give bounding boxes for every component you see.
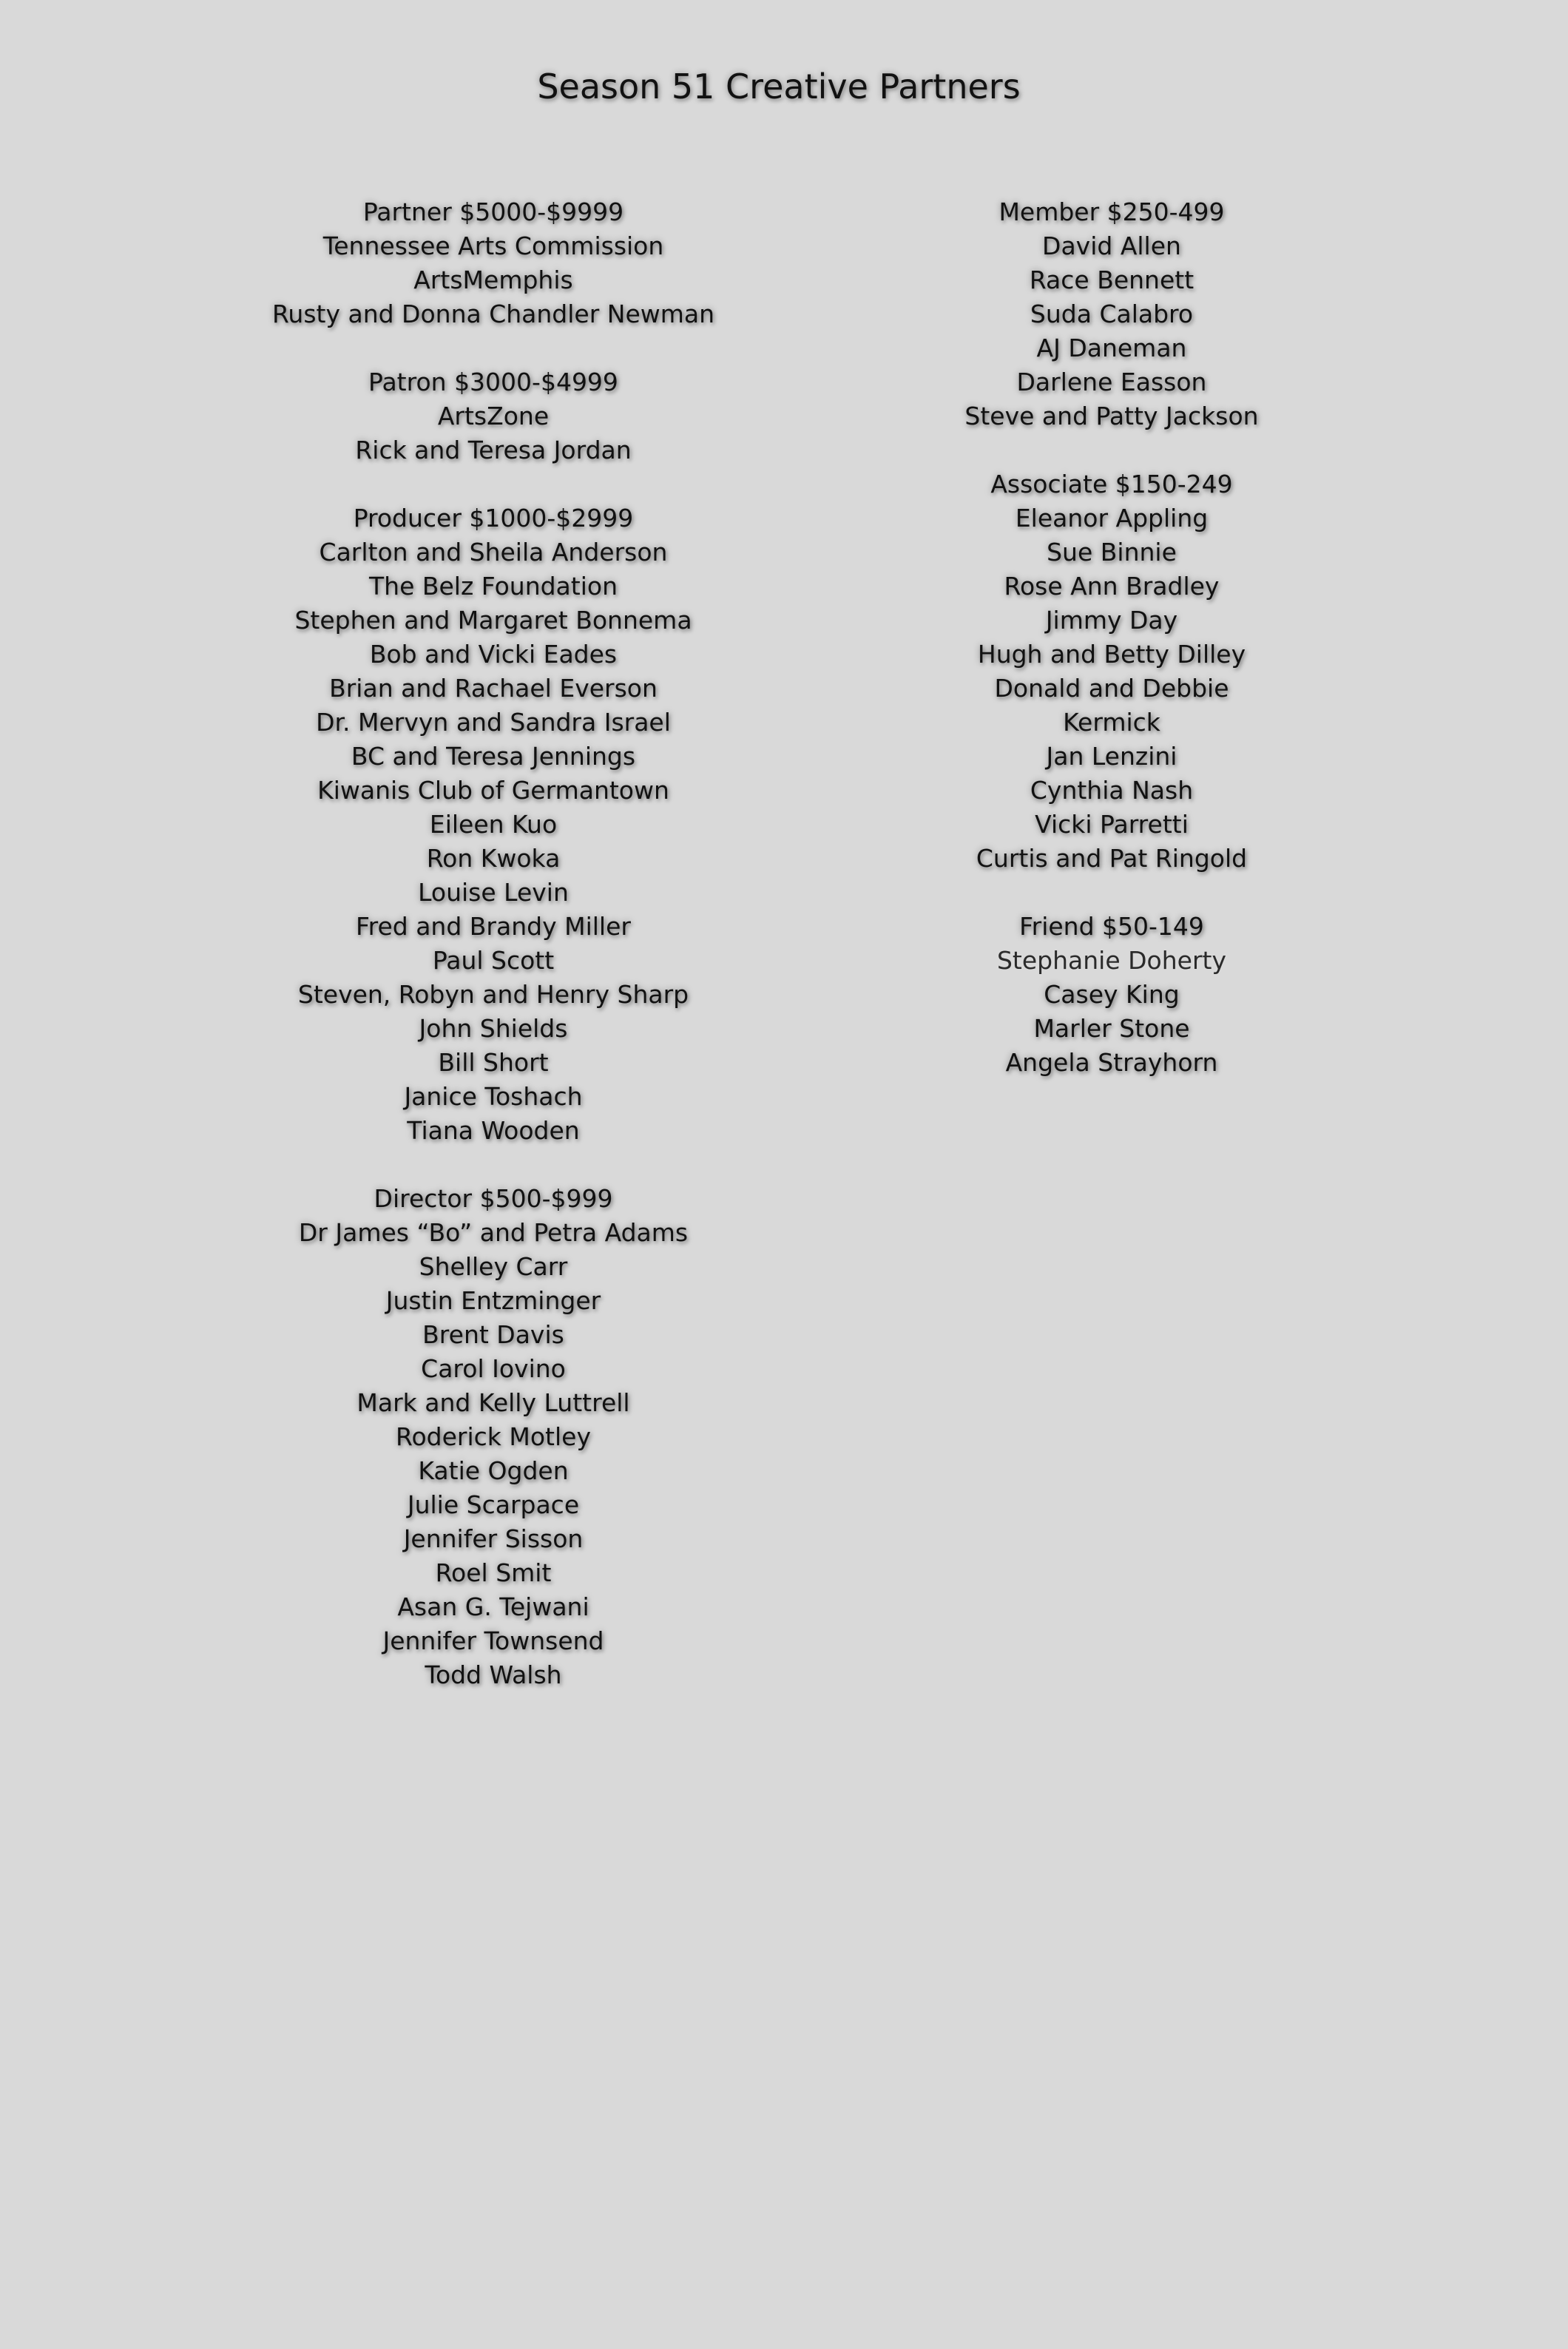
- donor-name: Janice Toshach: [404, 1082, 583, 1111]
- donor-name: Jennifer Townsend: [382, 1626, 604, 1655]
- donor-name: Eileen Kuo: [429, 810, 558, 839]
- donor-name: Rick and Teresa Jordan: [355, 436, 632, 464]
- donor-name: Tiana Wooden: [407, 1116, 580, 1145]
- donor-name: Carol Iovino: [421, 1354, 566, 1383]
- tier-producer: [175, 501, 811, 1148]
- donor-name: Steve and Patty Jackson: [964, 402, 1259, 430]
- donor-name: Stephen and Margaret Bonnema: [294, 606, 692, 635]
- tier-heading: Director $500-$999: [374, 1184, 613, 1213]
- tier-partner: [175, 195, 811, 331]
- donor-name: Cynthia Nash: [1030, 776, 1194, 805]
- tier-heading: Member $250-499: [998, 197, 1225, 226]
- tier-associate: [794, 467, 1430, 876]
- donor-name: Tennessee Arts Commission: [322, 231, 664, 260]
- donor-name: Dr James “Bo” and Petra Adams: [298, 1218, 689, 1247]
- donor-name: Hugh and Betty Dilley: [977, 640, 1246, 669]
- donor-name: Brian and Rachael Everson: [329, 674, 658, 703]
- donor-name: Rusty and Donna Chandler Newman: [271, 300, 715, 328]
- tier-heading: Patron $3000-$4999: [368, 368, 618, 396]
- tier-heading: Associate $150-249: [990, 470, 1233, 498]
- donor-name: Louise Levin: [418, 878, 569, 907]
- donor-name: Roel Smit: [435, 1558, 552, 1587]
- donor-name: Dr. Mervyn and Sandra Israel: [316, 708, 671, 737]
- donor-name: Steven, Robyn and Henry Sharp: [297, 980, 689, 1009]
- donor-name: Donald and Debbie: [994, 674, 1229, 703]
- donor-name: Curtis and Pat Ringold: [976, 844, 1248, 873]
- left-donor-column: [175, 195, 811, 1692]
- donor-name: Jan Lenzini: [1046, 742, 1177, 771]
- donor-name: Eleanor Appling: [1015, 504, 1209, 533]
- donor-name: Bill Short: [438, 1048, 549, 1077]
- donor-name: Vicki Parretti: [1035, 810, 1189, 839]
- donor-name: Casey King: [1044, 980, 1180, 1009]
- tier-heading: Partner $5000-$9999: [362, 197, 624, 226]
- donor-name: Fred and Brandy Miller: [356, 912, 631, 941]
- donor-name: AJ Daneman: [1036, 334, 1187, 362]
- donor-name: Katie Ogden: [418, 1456, 569, 1485]
- donor-name: Darlene Easson: [1016, 368, 1207, 396]
- donor-name: Stephanie Doherty: [996, 946, 1226, 975]
- donor-name: Rose Ann Bradley: [1004, 572, 1220, 601]
- donor-name: Ron Kwoka: [426, 844, 561, 873]
- donor-name: Paul Scott: [432, 946, 555, 975]
- donor-name: Mark and Kelly Luttrell: [356, 1388, 630, 1417]
- donor-name: David Allen: [1042, 231, 1181, 260]
- donor-name: The Belz Foundation: [369, 572, 618, 601]
- donor-name: Suda Calabro: [1030, 300, 1194, 328]
- donor-name: John Shields: [419, 1014, 568, 1043]
- tier-heading: Friend $50-149: [1019, 912, 1204, 941]
- tier-member: [794, 195, 1430, 433]
- donor-name: Roderick Motley: [396, 1422, 591, 1451]
- tier-friend: [794, 910, 1430, 1080]
- tier-heading: Producer $1000-$2999: [353, 504, 634, 533]
- donor-name: Sue Binnie: [1047, 538, 1177, 567]
- donor-name: Bob and Vicki Eades: [369, 640, 618, 669]
- donor-name: Jimmy Day: [1045, 606, 1178, 635]
- donor-name: ArtsZone: [437, 402, 550, 430]
- tier-patron: [175, 365, 811, 467]
- donor-name: BC and Teresa Jennings: [351, 742, 636, 771]
- donor-name: Brent Davis: [422, 1320, 564, 1349]
- donor-name: Kermick: [1063, 708, 1160, 737]
- donor-name: Justin Entzminger: [385, 1286, 601, 1315]
- donor-name: Kiwanis Club of Germantown: [317, 776, 669, 805]
- donor-name: Todd Walsh: [425, 1660, 562, 1689]
- page-title: Season 51 Creative Partners: [537, 67, 1021, 107]
- donor-name: Jennifer Sisson: [403, 1524, 584, 1553]
- donor-name: Shelley Carr: [419, 1252, 568, 1281]
- donor-name: Asan G. Tejwani: [397, 1592, 589, 1621]
- tier-director: [175, 1182, 811, 1692]
- donor-name: Angela Strayhorn: [1005, 1048, 1218, 1077]
- donor-name: Marler Stone: [1033, 1014, 1190, 1043]
- right-donor-column: [794, 195, 1430, 1080]
- donor-name: Julie Scarpace: [407, 1490, 580, 1519]
- donor-name: Race Bennett: [1029, 266, 1194, 294]
- donor-name: ArtsMemphis: [413, 266, 573, 294]
- donor-name: Carlton and Sheila Anderson: [319, 538, 668, 567]
